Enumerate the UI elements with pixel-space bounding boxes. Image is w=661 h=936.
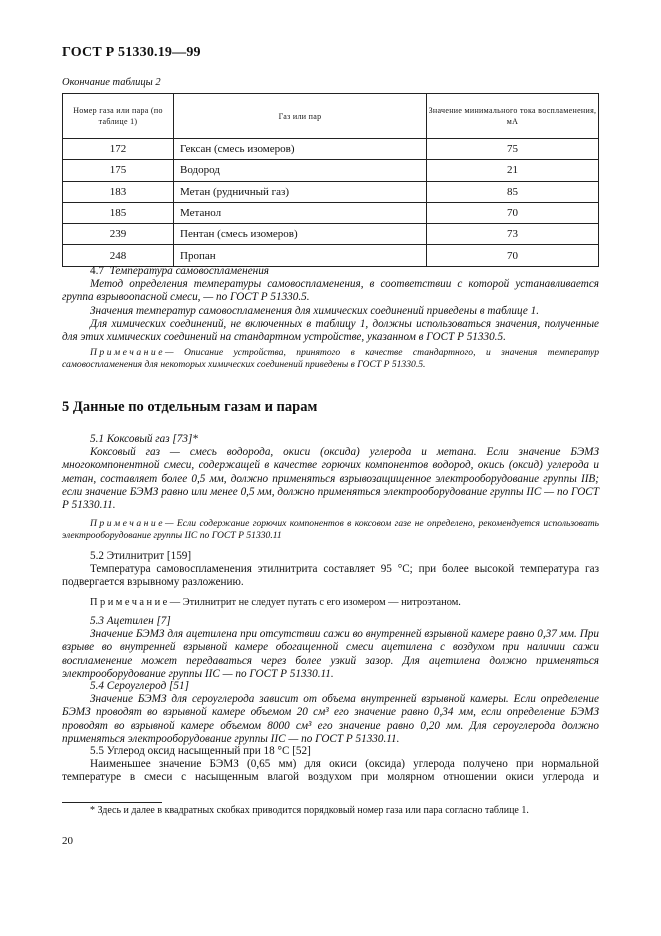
note-label: Примечание — [90, 518, 165, 530]
footnote: * Здесь и далее в квадратных скобках приводится порядковый номер газа или пара согласно таблице 1. — [90, 805, 529, 816]
section-5-title: 5 Данные по отдельным газам и парам — [62, 399, 318, 415]
section-4-7 — [62, 265, 599, 370]
cell-gas: Гексан (смесь изомеров) — [174, 139, 427, 160]
section-5-3-text: Значение БЭМЗ для ацетилена при отсутствии сажи во внутренней взрывной камере равно 0,37 мм. При взрыве во внутренней взрывной камере обогащенной смеси ацетилена с воздухом при наличии сажи воспламенение может передаваться через более узкий зазор. Для ацетилена должно применяться электрооборудование группы IIC — по ГОСТ Р 51330.11. — [62, 628, 599, 680]
page-number: 20 — [62, 835, 73, 847]
cell-number: 248 — [63, 245, 174, 266]
document-header: ГОСТ Р 51330.19—99 — [62, 45, 201, 60]
col-header-current: Значение минимального тока воспламенения, мА — [427, 94, 599, 139]
cell-current: 73 — [427, 224, 599, 245]
cell-gas: Пропан — [174, 245, 427, 266]
table-header-row — [63, 94, 599, 139]
cell-gas: Метан (рудничный газ) — [174, 181, 427, 202]
cell-number: 172 — [63, 139, 174, 160]
note-text: — Этилнитрит не следует путать с его изомером — нитроэтаном. — [169, 596, 461, 608]
cell-number: 183 — [63, 181, 174, 202]
section-5-2-text: Температура самовоспламенения этилнитрита составляет 95 °С; при более высокой температура газ подвергается взрывному разложению. — [62, 563, 599, 589]
cell-current: 21 — [427, 160, 599, 181]
table-row — [63, 224, 599, 245]
table-row — [63, 181, 599, 202]
footnote-divider — [62, 802, 162, 803]
section-5-2 — [62, 550, 599, 609]
section-4-7-heading: Температура самовоспламенения — [109, 265, 270, 277]
cell-gas: Пентан (смесь изомеров) — [174, 224, 427, 245]
note-text: — Если содержание горючих компонентов в коксовом газе не определено, рекомендуется использовать электрооборудование группы IIC по ГОСТ Р 51330.11 — [62, 518, 599, 541]
table-row — [63, 139, 599, 160]
section-5-5-text: Наименьшее значение БЭМЗ (0,65 мм) для окиси (оксида) углерода получено при нормальной температуре в смеси с насыщенным влагой воздухом при молярном отношении окиси углерода и — [62, 758, 599, 784]
section-4-7-number: 4.7 — [90, 265, 104, 277]
cell-current: 75 — [427, 139, 599, 160]
table-row — [63, 202, 599, 223]
cell-number: 239 — [63, 224, 174, 245]
section-4-7-title — [62, 265, 599, 278]
note-text: — Описание устройства, принятого в качестве стандартного, и значения температур самовоспламенения для некоторых химических соединений приведены в ГОСТ Р 51330.5. — [62, 347, 599, 370]
note-label: Примечание — [90, 596, 170, 608]
section-5-5-title: 5.5 Углерод оксид насыщенный при 18 °С [52] — [90, 745, 311, 757]
section-5-1-note — [62, 518, 599, 541]
section-5-1 — [62, 433, 599, 541]
cell-number: 175 — [63, 160, 174, 181]
section-4-7-note — [62, 347, 599, 370]
table-caption: Окончание таблицы 2 — [62, 77, 161, 88]
section-5-3 — [62, 615, 599, 681]
cell-current: 85 — [427, 181, 599, 202]
section-5-1-title: 5.1 Коксовый газ [73]* — [90, 433, 198, 445]
cell-current: 70 — [427, 202, 599, 223]
note-label: Примечание — [90, 347, 165, 359]
section-5-2-note — [62, 596, 599, 609]
table-row — [63, 160, 599, 181]
section-4-7-p3: Для химических соединений, не включенных в таблицу 1, должны использоваться значения, полученные для этих химических соединений на стандартном устройстве, указанном в ГОСТ Р 51330.5. — [62, 317, 599, 344]
col-header-number: Номер газа или пара (по таблице 1) — [63, 94, 174, 139]
section-5-2-title: 5.2 Этилнитрит [159] — [90, 550, 192, 562]
section-5-4-text: Значение БЭМЗ для сероуглерода зависит от объема внутренней взрывной камеры. Если определение БЭМЗ проводят во взрывной камере объемом 20 см³ его значение равно 0,34 мм, если определение БЭМЗ проводят во взрывной камере объемом 8000 см³ его значение равно 0,20 мм. Для сероуглерода должно применяться электрооборудование группы IIC — по ГОСТ Р 51330.11. — [62, 693, 599, 745]
section-5-4 — [62, 680, 599, 746]
cell-number: 185 — [63, 202, 174, 223]
cell-current: 70 — [427, 245, 599, 266]
cell-gas: Метанол — [174, 202, 427, 223]
cell-gas: Водород — [174, 160, 427, 181]
section-4-7-p1: Метод определения температуры самовоспламенения, в соответствии с которой устанавливается группа взрывоопасной смеси, — по ГОСТ Р 51330.5. — [62, 278, 599, 304]
section-4-7-p2: Значения температур самовоспламенения для химических соединений приведены в таблице 1. — [90, 304, 540, 317]
col-header-gas: Газ или пар — [174, 94, 427, 139]
section-5-1-text: Коксовый газ — смесь водорода, окиси (оксида) углерода и метана. Если значение БЭМЗ многокомпонентной смеси, содержащей в качестве горючих компонентов водород, окись (оксид) углерода и метан, составляет более 0,5 мм, должно применяться взрывозащищенное электрооборудование группы IIB; если значение БЭМЗ равно или менее 0,5 мм, должно применяться электрооборудование группы IIC — по ГОСТ Р 51330.11. — [62, 446, 599, 512]
table-row — [63, 245, 599, 266]
section-5-3-title: 5.3 Ацетилен [7] — [90, 615, 171, 627]
section-5-4-title: 5.4 Сероуглерод [51] — [90, 680, 189, 692]
section-5-5 — [62, 745, 599, 785]
gas-table — [62, 93, 599, 267]
